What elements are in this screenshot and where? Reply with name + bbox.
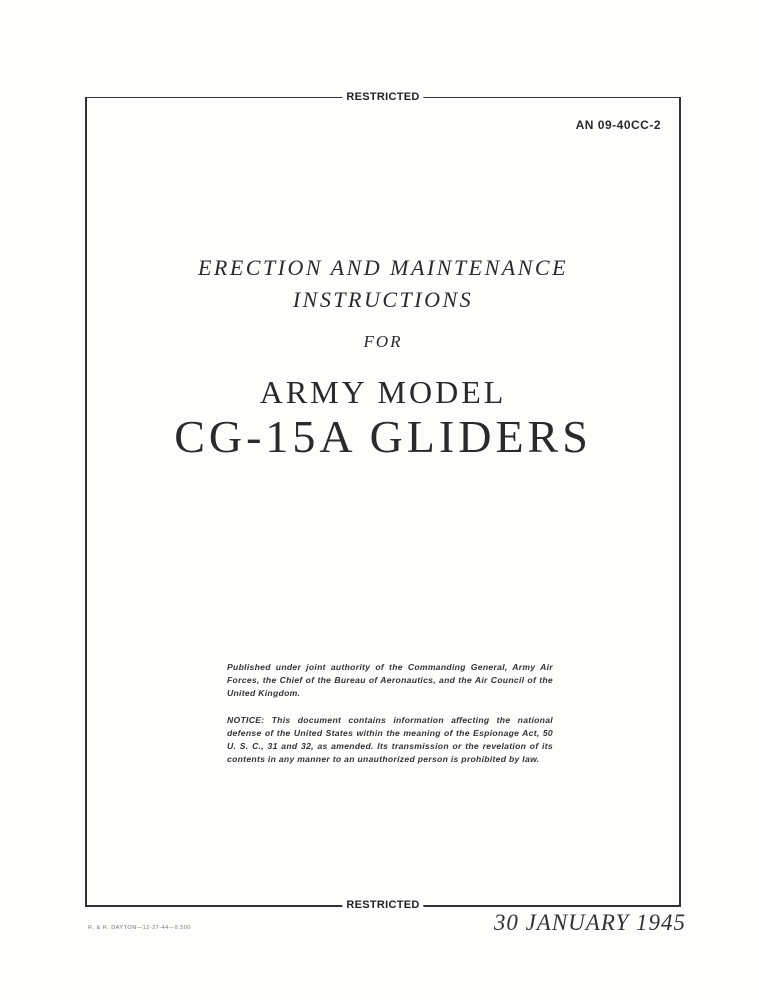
title-main: CG-15A GLIDERS <box>174 411 592 462</box>
classification-footer: RESTRICTED <box>342 899 423 911</box>
document-number: AN 09-40CC-2 <box>575 118 661 132</box>
page-border <box>85 91 681 911</box>
authority-paragraph: Published under joint authority of the Commanding General, Army Air Forces, the Chief of the Bureau of Aeronautics, and the Air Council of the United Kingdom. <box>227 662 553 698</box>
title-line-1: ERECTION AND MAINTENANCE <box>197 255 569 280</box>
publication-date: 30 JANUARY 1945 <box>493 910 686 935</box>
printer-line: R. & R. DAYTON—12-27-44—9,500 <box>88 925 191 931</box>
title-line-2: INSTRUCTIONS <box>292 287 474 312</box>
title-line-3: FOR <box>363 332 403 351</box>
title-line-4: ARMY MODEL <box>259 374 507 410</box>
notice-paragraph: NOTICE: This document contains information affecting the national defense of the United States within the meaning of the Espionage Act, 50 U. S. C., 31 and 32, as amended. Its transmission or the revelation of its contents in any manner to an unauthorized person is prohibited by law. <box>227 715 553 764</box>
classification-header: RESTRICTED <box>342 91 423 103</box>
